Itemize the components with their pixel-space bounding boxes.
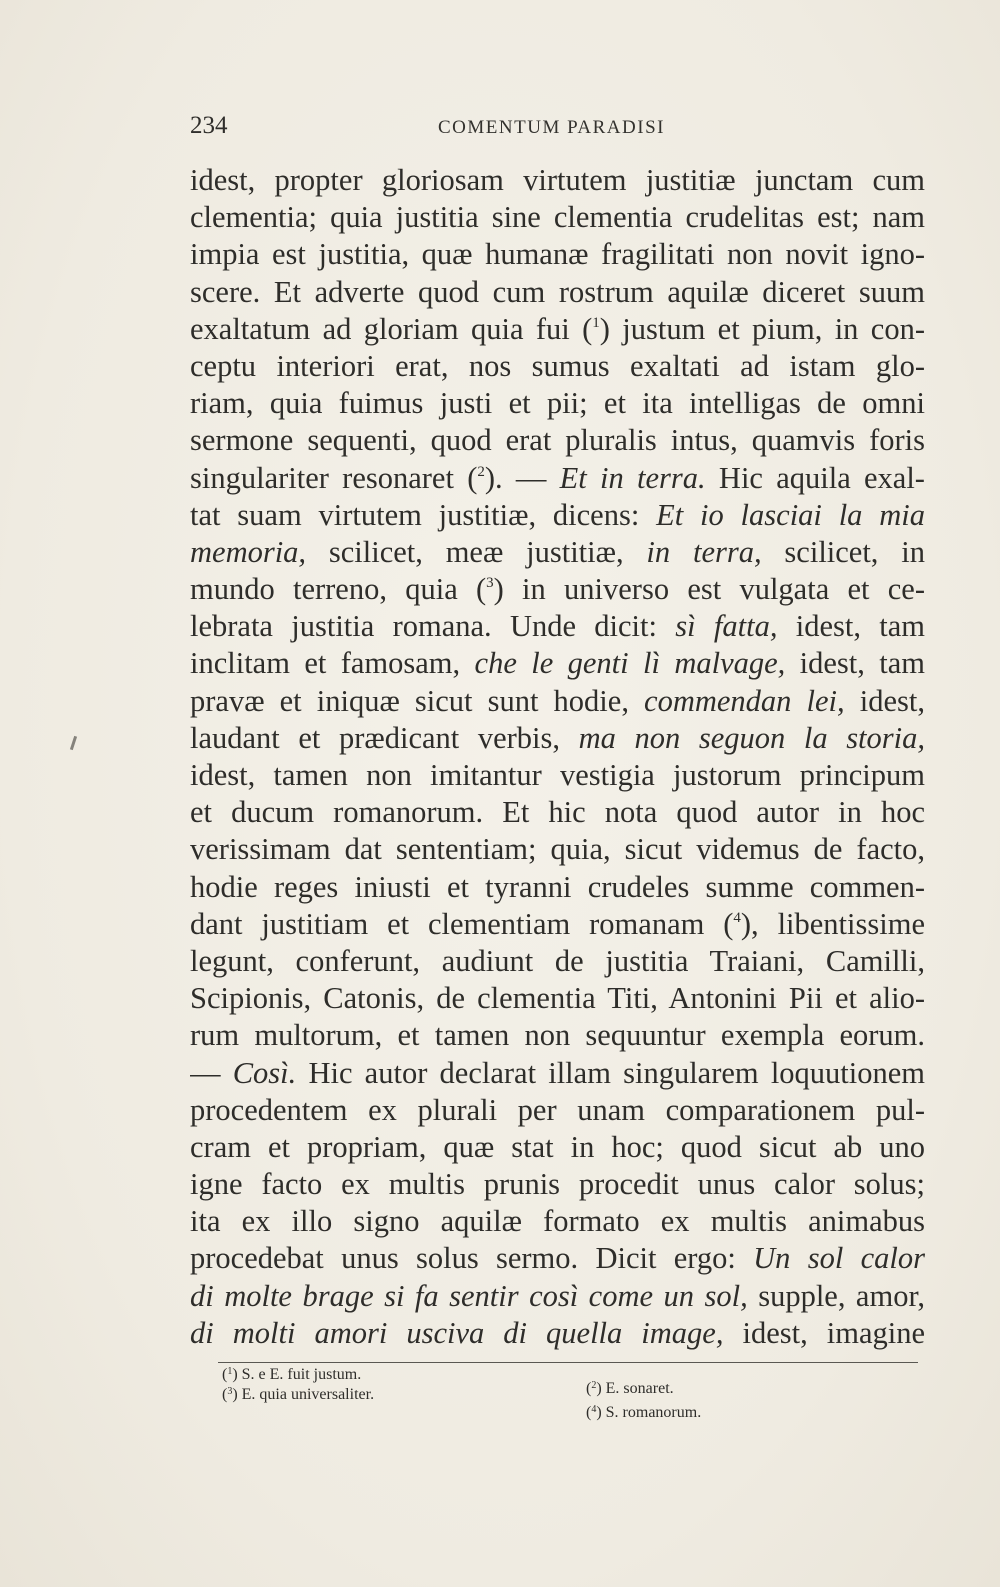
footnote-2: ($^2$) E. sonaret. — [586, 1380, 674, 1397]
text-segment: exaltatum ad gloriam quia fui ( — [190, 311, 593, 346]
text-segment: riam, quia fuimus justi et pii; et ita intelligas de omni — [190, 386, 925, 421]
text-segment: Scipionis, Catonis, de clementia Titi, Antonini Pii et alio- — [190, 981, 925, 1016]
text-segment: ita ex illo signo aquilæ formato ex multis animabus — [190, 1204, 925, 1239]
text-segment: clementia; quia justitia sine clementia crudelitas est; nam — [190, 200, 925, 235]
text-segment: laudant et prædicant verbis, — [190, 720, 579, 755]
footnote-rule — [218, 1362, 918, 1363]
text-line — [190, 1315, 925, 1352]
text-segment: scilicet, in — [761, 534, 925, 569]
text-segment: memoria, — [190, 534, 307, 569]
text-segment: hodie reges iniusti et tyranni crudeles summe commen- — [190, 869, 925, 904]
text-segment: et ducum romanorum. Et hic nota quod autor in hoc — [190, 795, 925, 830]
text-segment: verissimam dat sententiam; quia, sicut videmus de facto, — [190, 832, 925, 867]
footnote-1-number: 1 — [227, 1366, 233, 1377]
text-line — [190, 980, 925, 1017]
text-line — [190, 831, 925, 868]
footnote-ref: 1 — [592, 314, 600, 331]
text-line — [190, 757, 925, 794]
text-segment: idest, tamen non imitantur vestigia justorum principum — [190, 758, 925, 792]
footnote-1-text: S. e E. fuit justum. — [241, 1366, 362, 1383]
text-segment: rum multorum, et tamen non sequuntur exempla eorum. — [190, 1018, 925, 1053]
text-segment: sermone sequenti, quod erat pluralis intus, quamvis foris — [190, 423, 925, 458]
text-segment: cram et propriam, quæ stat in hoc; quod sicut ab uno — [190, 1129, 925, 1164]
text-segment: Et io lasciai la mia — [656, 497, 925, 532]
text-segment: Et in terra. — [559, 460, 706, 495]
text-line — [190, 534, 925, 571]
text-segment: Un sol calor — [753, 1241, 925, 1276]
text-segment: supple, amor, — [747, 1278, 925, 1313]
footnote-2-number: 2 — [591, 1380, 597, 1391]
text-segment: idest, imagine — [723, 1315, 925, 1350]
text-segment: tat suam virtutem justitiæ, dicens: — [190, 497, 657, 532]
text-segment: inclitam et famosam, — [190, 646, 475, 681]
text-line — [190, 943, 925, 980]
text-line — [190, 720, 925, 757]
text-line — [190, 162, 925, 199]
text-segment: ) justum et pium, in con- — [599, 311, 925, 346]
text-line — [190, 1166, 925, 1203]
text-segment: ), libentissime — [740, 906, 925, 941]
footnote-4-number: 4 — [591, 1404, 597, 1415]
text-segment: di molte brage si fa sentir così come un sol, — [190, 1278, 748, 1313]
footnote-4: ($^4$) S. romanorum. — [586, 1404, 702, 1421]
text-segment: dant justitiam et clementiam romanam ( — [190, 906, 734, 941]
text-segment: che le genti lì malvage, — [474, 646, 786, 681]
text-line — [190, 199, 925, 236]
text-line — [190, 683, 925, 720]
text-segment: idest, propter gloriosam virtutem justitiæ junctam cum — [190, 163, 925, 197]
text-segment: Così. — [232, 1055, 297, 1090]
page-header — [190, 112, 925, 142]
text-segment: ceptu interiori erat, nos sumus exaltati ad istam glo- — [190, 348, 925, 383]
text-segment: procedentem ex plurali per unam comparationem pul- — [190, 1092, 925, 1127]
text-segment: di molti amori usciva di quella image, — [190, 1315, 724, 1350]
text-segment: pravæ et iniquæ sicut sunt hodie, — [190, 683, 645, 718]
text-line — [190, 274, 925, 311]
text-segment: procedebat unus solus sermo. Dicit ergo: — [190, 1241, 754, 1276]
running-title: COMENTUM PARADISI — [438, 117, 665, 138]
text-segment: igne facto ex multis prunis procedit unus calor solus; — [190, 1167, 925, 1202]
text-segment: Hic autor declarat illam singularem loquutionem — [296, 1055, 925, 1090]
text-line — [190, 497, 925, 534]
text-line — [190, 869, 925, 906]
text-segment: scilicet, meæ justitiæ, — [306, 534, 647, 569]
text-segment: Hic aquila exal- — [705, 460, 925, 495]
text-line — [190, 571, 925, 608]
text-line — [190, 1055, 925, 1092]
text-segment: ma non seguon la storia, — [578, 720, 925, 755]
text-segment: impia est justitia, quæ humanæ fragilitati non novit igno- — [190, 237, 925, 272]
text-line — [190, 608, 925, 645]
footnote-1: ($^1$) S. e E. fuit justum. — [222, 1366, 362, 1383]
text-line — [190, 794, 925, 831]
text-line — [190, 311, 925, 348]
text-segment: idest, — [844, 683, 925, 718]
text-segment: idest, tam — [785, 646, 925, 681]
page-number: 234 — [190, 112, 228, 139]
text-segment: singulariter resonaret ( — [190, 460, 478, 495]
text-line — [190, 906, 925, 943]
text-segment: in terra, — [646, 534, 762, 569]
text-segment: sì fatta, — [675, 609, 778, 644]
text-line — [190, 1129, 925, 1166]
footnote-3-number: 3 — [227, 1386, 233, 1397]
text-line — [190, 460, 925, 497]
footnote-4-text: S. romanorum. — [605, 1404, 702, 1421]
text-line — [190, 348, 925, 385]
text-line — [190, 645, 925, 682]
text-line — [190, 1278, 925, 1315]
text-line — [190, 1017, 925, 1054]
text-line — [190, 236, 925, 273]
text-segment: scere. Et adverte quod cum rostrum aquilæ diceret suum — [190, 274, 925, 309]
text-segment: commendan lei, — [644, 683, 845, 718]
body-text — [190, 162, 930, 1352]
footnote-3-text: E. quia universaliter. — [241, 1386, 375, 1403]
text-segment: idest, tam — [777, 609, 925, 644]
text-line — [190, 385, 925, 422]
pencil-mark — [70, 736, 77, 750]
text-line — [190, 1240, 925, 1277]
text-line — [190, 1203, 925, 1240]
footnote-2-text: E. sonaret. — [605, 1380, 674, 1397]
text-segment: — — [190, 1055, 233, 1090]
footnote-ref: 4 — [733, 909, 741, 926]
text-segment: mundo terreno, quia ( — [190, 572, 487, 607]
text-line — [190, 422, 925, 459]
text-segment: lebrata justitia romana. Unde dicit: — [190, 609, 676, 644]
footnote-ref: 2 — [477, 463, 485, 480]
text-segment: ) in universo est vulgata et ce- — [493, 572, 925, 607]
text-line — [190, 1092, 925, 1129]
footnote-3: ($^3$) E. quia universaliter. — [222, 1386, 375, 1403]
text-segment: legunt, conferunt, audiunt de justitia Traiani, Camilli, — [190, 943, 925, 978]
text-segment: ). — — [484, 460, 560, 495]
footnote-ref: 3 — [486, 575, 494, 592]
